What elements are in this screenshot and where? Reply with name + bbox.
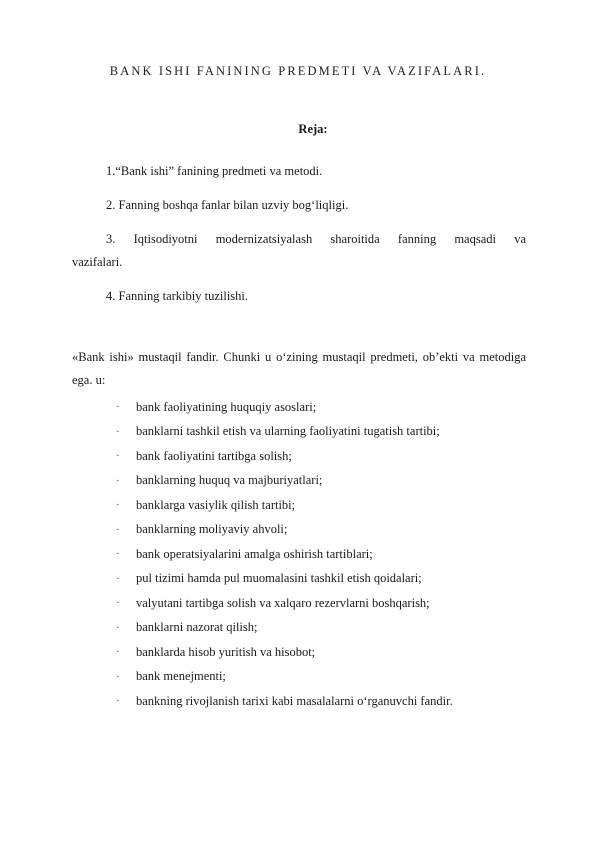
list-item-text: bankning rivojlanish tarixi kabi masalalarni o‘rganuvchi fandir. [136,693,453,708]
subject-list [116,395,453,714]
list-item-text: bank operatsiyalarini amalga oshirish tartiblari; [136,546,373,561]
list-item-text: pul tizimi hamda pul muomalasini tashkil etish qoidalari; [136,571,422,586]
list-item [116,591,453,616]
plan-heading: Reja: [298,122,328,136]
list-item-text: valyutani tartibga solish va xalqaro rezervlarni boshqarish; [136,595,430,610]
list-item [116,542,453,567]
intro-paragraph: «Bank ishi» mustaqil fandir. Chunki u o‘zining mustaqil predmeti, ob’ekti va metodiga ega. u: [72,350,526,387]
list-item [116,518,453,543]
list-item [116,493,453,518]
bullet-mark: · [116,401,120,414]
list-item-text: bank faoliyatini tartibga solish; [136,448,292,463]
list-item-text: bank faoliyatining huquqiy asoslari; [136,399,317,414]
list-item [116,420,453,445]
list-item [116,689,453,714]
bullet-mark: · [116,474,120,487]
list-item-text: banklarni nazorat qilish; [136,620,258,635]
plan-item-2: 2. Fanning boshqa fanlar bilan uzviy bog‘liqligi. [106,198,349,212]
bullet-mark: · [116,597,120,610]
list-item [116,469,453,494]
bullet-mark: · [116,499,120,512]
list-item [116,567,453,592]
list-item [116,640,453,665]
plan-item-4: 4. Fanning tarkibiy tuzilishi. [106,289,249,303]
list-item-text: banklarning huquq va majburiyatlari; [136,473,323,488]
bullet-mark: · [116,621,120,634]
list-item [116,444,453,469]
bullet-mark: · [116,646,120,659]
list-item [116,616,453,641]
list-item-text: bank menejmenti; [136,669,226,684]
list-item-text: banklarning moliyaviy ahvoli; [136,522,288,537]
bullet-mark: · [116,450,120,463]
bullet-mark: · [116,523,120,536]
list-item-text: banklarga vasiylik qilish tartibi; [136,497,296,512]
bullet-mark: · [116,695,120,708]
plan-item-3: 3. Iqtisodiyotni modernizatsiyalash sharoitida fanning maqsadi va [106,232,526,246]
bullet-mark: · [116,572,120,585]
list-item [116,665,453,690]
bullet-mark: · [116,548,120,561]
list-item-text: banklarni tashkil etish va ularning faoliyatini tugatish tartibi; [136,424,440,439]
bullet-mark: · [116,670,120,683]
bullet-mark: · [116,425,120,438]
list-item [116,395,453,420]
document-title: BANK ISHI FANINING PREDMETI VA VAZIFALARI. [109,64,487,78]
plan-item-3-continued: vazifalari. [72,255,123,269]
plan-item-1: 1.“Bank ishi” fanining predmeti va metodi. [106,164,323,178]
list-item-text: banklarda hisob yuritish va hisobot; [136,644,316,659]
